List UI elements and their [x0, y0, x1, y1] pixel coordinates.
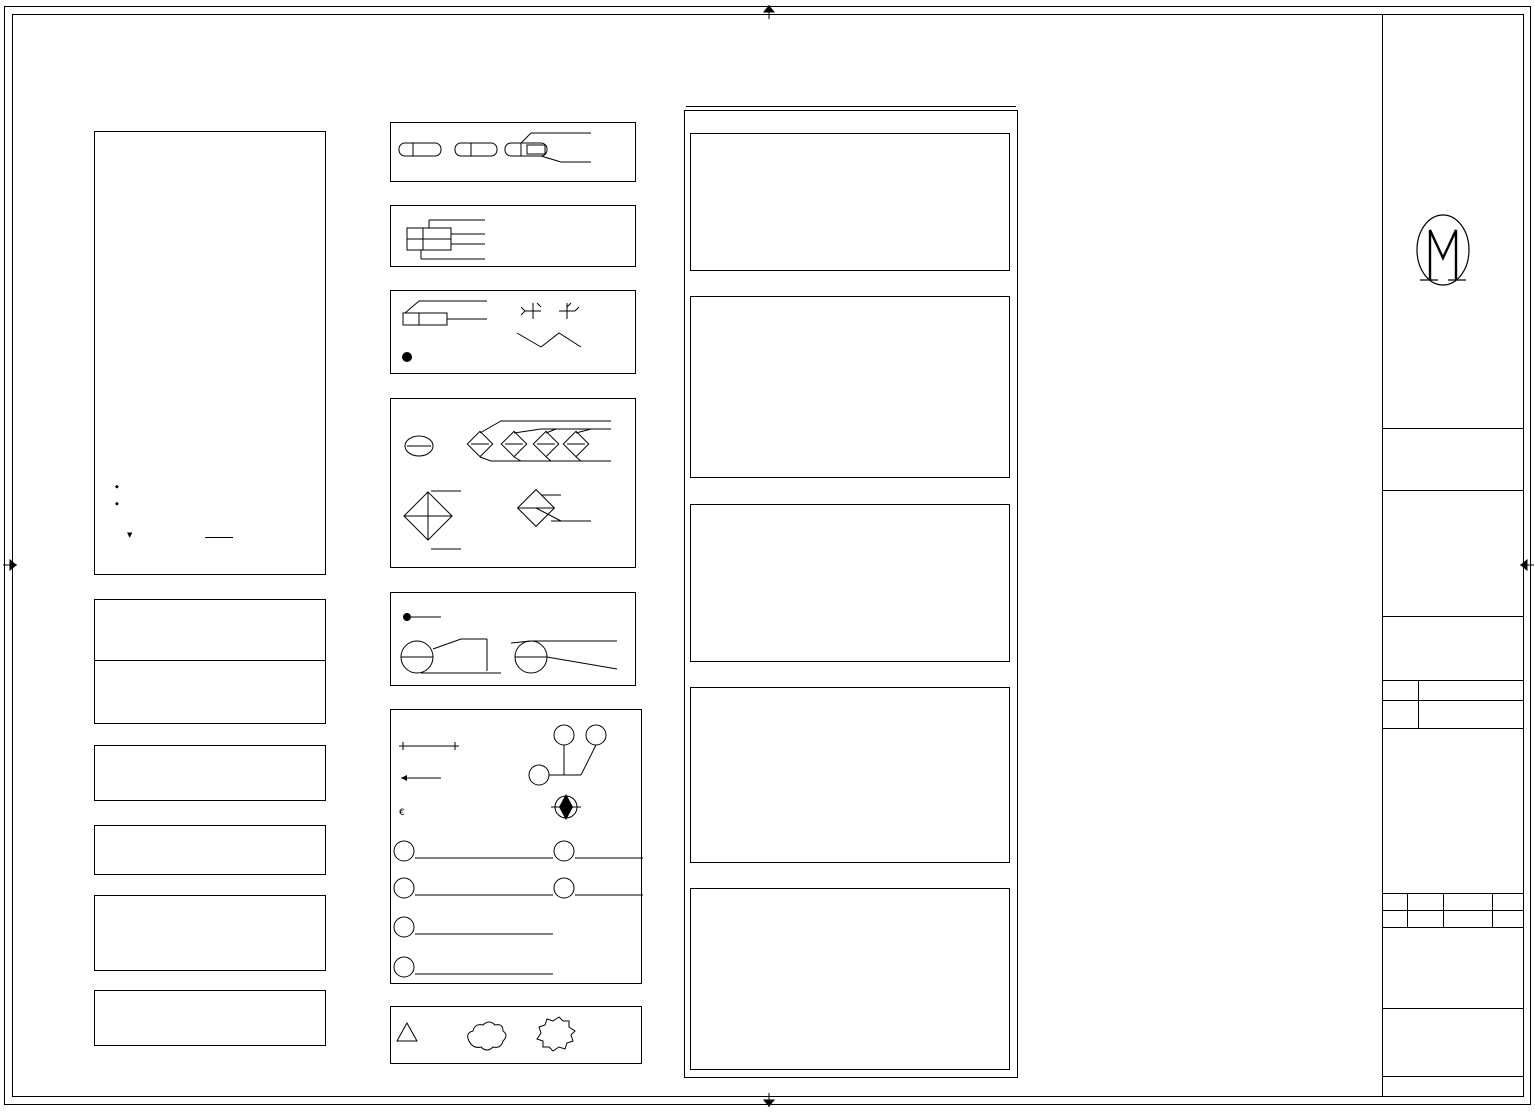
lighting-legend-box — [94, 131, 326, 575]
fire-box — [94, 825, 326, 875]
titleblock-divider — [1382, 14, 1383, 1097]
tb-line-3 — [1383, 616, 1524, 617]
common-drawing — [391, 710, 643, 985]
tb-line-8 — [1383, 910, 1524, 911]
ar-mark-drawing — [391, 399, 637, 569]
fc-mark-box — [390, 290, 636, 374]
revision-box — [390, 1006, 642, 1064]
ff-mark-drawing — [391, 123, 637, 183]
strong-divider — [95, 660, 325, 661]
other-box — [94, 990, 326, 1046]
tb-line-7 — [1383, 893, 1524, 894]
rc-mark-box — [390, 205, 636, 267]
headings-box — [690, 133, 1010, 271]
tb-line-2 — [1383, 490, 1524, 491]
center-mark-right — [1520, 558, 1534, 572]
mixed-box — [690, 504, 1010, 662]
company-logo-icon — [1408, 210, 1478, 292]
tb-line-1 — [1383, 428, 1524, 429]
light-strip-icon — [205, 537, 233, 538]
floor-light-icon: ◆ — [115, 484, 119, 490]
center-mark-bottom — [762, 1093, 776, 1107]
tb-line-10 — [1383, 1008, 1524, 1009]
center-mark-left — [3, 558, 17, 572]
wall-lamp-icon: ▼ — [127, 531, 133, 539]
common-box — [390, 709, 642, 984]
tb-line-9 — [1383, 927, 1524, 928]
strong-box — [94, 599, 326, 724]
tb-vline-1 — [1418, 680, 1419, 728]
center-mark-top — [762, 5, 776, 19]
hvac-box — [94, 895, 326, 971]
ceiling-icon: € — [399, 808, 405, 818]
weak-box — [94, 745, 326, 801]
tb-line-11 — [1383, 1076, 1524, 1077]
underwater-light-icon: ◆ — [115, 501, 119, 507]
rooms-box — [690, 687, 1010, 863]
abbr-title-underline — [686, 106, 1016, 107]
rc-mark-drawing — [391, 206, 637, 268]
tb-vline-3 — [1443, 893, 1444, 927]
el-mark-box — [390, 592, 636, 686]
tb-vline-4 — [1492, 893, 1493, 927]
revision-drawing — [391, 1007, 643, 1065]
ff-mark-box — [390, 122, 636, 182]
materials-box — [690, 296, 1010, 478]
fc-mark-drawing — [391, 291, 637, 375]
ar-mark-box — [390, 398, 636, 568]
tb-line-6 — [1383, 728, 1524, 729]
tb-vline-2 — [1407, 893, 1408, 927]
el-mark-drawing — [391, 593, 637, 687]
tb-line-4 — [1383, 680, 1524, 681]
tb-line-5 — [1383, 700, 1524, 701]
fills-box — [690, 888, 1010, 1070]
